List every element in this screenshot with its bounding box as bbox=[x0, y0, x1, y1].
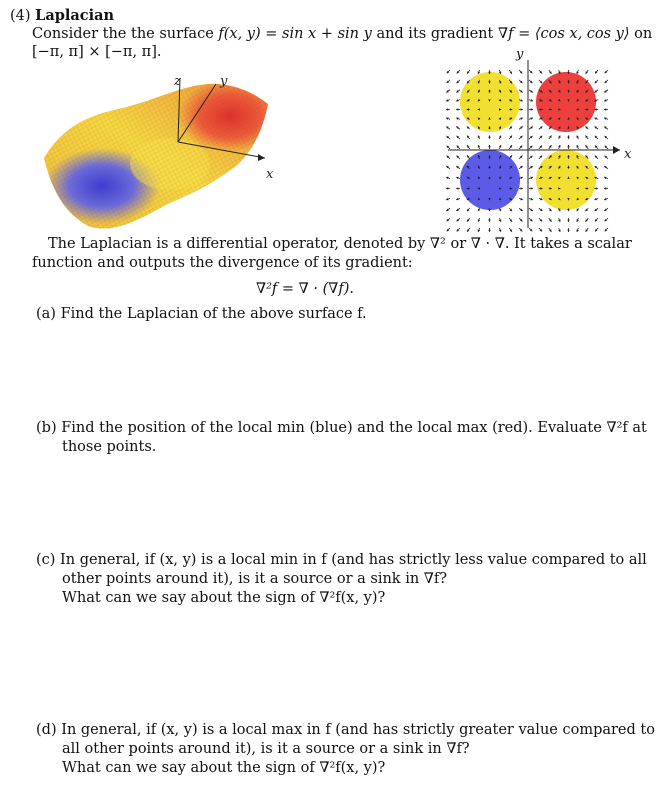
field-arrow-head bbox=[488, 220, 491, 222]
part-a-text: Find the Laplacian of the above surface f. bbox=[60, 306, 367, 322]
field-arrow-head bbox=[567, 230, 570, 232]
field-arrow-head bbox=[521, 187, 523, 190]
intro-line-1 bbox=[32, 25, 652, 43]
part-d-text-2: all other points around it), is it a source or a sink in ∇f? bbox=[62, 741, 470, 757]
field-arrow-head bbox=[531, 108, 533, 111]
x-axis-arrow bbox=[258, 154, 265, 161]
intro-text-e: on bbox=[634, 26, 653, 42]
part-b-text-1: Find the position of the local min (blue) and the local max (red). Evaluate ∇²f at bbox=[61, 420, 647, 436]
field-arrow-head bbox=[567, 209, 570, 211]
intro-text-a: Consider the the surface bbox=[32, 26, 214, 42]
part-b bbox=[36, 419, 647, 437]
saddle-region-yellow-bottom-right bbox=[536, 150, 596, 210]
field-arrow-head bbox=[488, 209, 491, 211]
field-axis-label-x: x bbox=[624, 147, 632, 162]
field-arrow-head bbox=[446, 187, 448, 190]
gradient-formula: ∇f = ⟨cos x, cos y⟩ bbox=[497, 26, 630, 42]
definition-line-1: The Laplacian is a differential operator, denoted by ∇² or ∇ · ∇. It takes a scalar bbox=[48, 236, 632, 252]
field-axis-label-y: y bbox=[516, 47, 524, 62]
field-arrow-head bbox=[446, 108, 448, 111]
field-arrow-head bbox=[604, 187, 606, 190]
axis-label-z: z bbox=[174, 74, 181, 89]
field-arrow-head bbox=[488, 135, 491, 137]
part-d bbox=[36, 721, 655, 739]
part-b-text-2: those points. bbox=[62, 439, 157, 455]
field-arrow-head bbox=[488, 230, 491, 232]
problem-title: Laplacian bbox=[35, 7, 115, 24]
part-d-text-1: In general, if (x, y) is a local max in f (and has strictly greater value compared to bbox=[61, 722, 655, 738]
surface-mesh bbox=[40, 74, 282, 236]
part-d-label: (d) bbox=[36, 722, 57, 738]
definition-line-2: function and outputs the divergence of its gradient: bbox=[32, 255, 413, 271]
field-arrow-head bbox=[456, 187, 458, 190]
field-arrow-head bbox=[604, 108, 606, 111]
field-arrow-head bbox=[531, 187, 533, 190]
problem-heading bbox=[10, 7, 114, 25]
part-d-text-3: What can we say about the sign of ∇²f(x, y)? bbox=[62, 760, 386, 776]
axis-label-x: x bbox=[266, 167, 274, 182]
field-arrow-head bbox=[488, 145, 491, 147]
part-a bbox=[36, 305, 367, 323]
part-b-label: (b) bbox=[36, 420, 57, 436]
domain-formula: [−π, π] × [−π, π]. bbox=[32, 44, 162, 60]
min-region-blue bbox=[460, 150, 520, 210]
field-arrow-head bbox=[567, 220, 570, 222]
field-x-arrow bbox=[613, 146, 620, 154]
axis-label-y: y bbox=[220, 74, 228, 89]
surface-formula: f(x, y) = sin x + sin y bbox=[218, 26, 372, 42]
problem-number: (4) bbox=[10, 8, 31, 24]
part-c bbox=[36, 551, 647, 569]
laplacian-equation: ∇²f = ∇ · (∇f). bbox=[256, 281, 355, 297]
field-arrow-head bbox=[567, 145, 570, 147]
field-arrow-head bbox=[521, 108, 523, 111]
intro-text-c: and its gradient bbox=[376, 26, 494, 42]
part-a-label: (a) bbox=[36, 306, 56, 322]
part-c-text-3: What can we say about the sign of ∇²f(x, y)? bbox=[62, 590, 386, 606]
part-c-text-2: other points around it), is it a source or a sink in ∇f? bbox=[62, 571, 448, 587]
field-arrow-head bbox=[567, 135, 570, 137]
field-arrow-head bbox=[456, 108, 458, 111]
gradient-field-plot bbox=[444, 56, 630, 232]
part-c-text-1: In general, if (x, y) is a local min in f (and has strictly less value compared to all bbox=[60, 552, 647, 568]
surface-plot bbox=[40, 74, 272, 236]
part-c-label: (c) bbox=[36, 552, 56, 568]
